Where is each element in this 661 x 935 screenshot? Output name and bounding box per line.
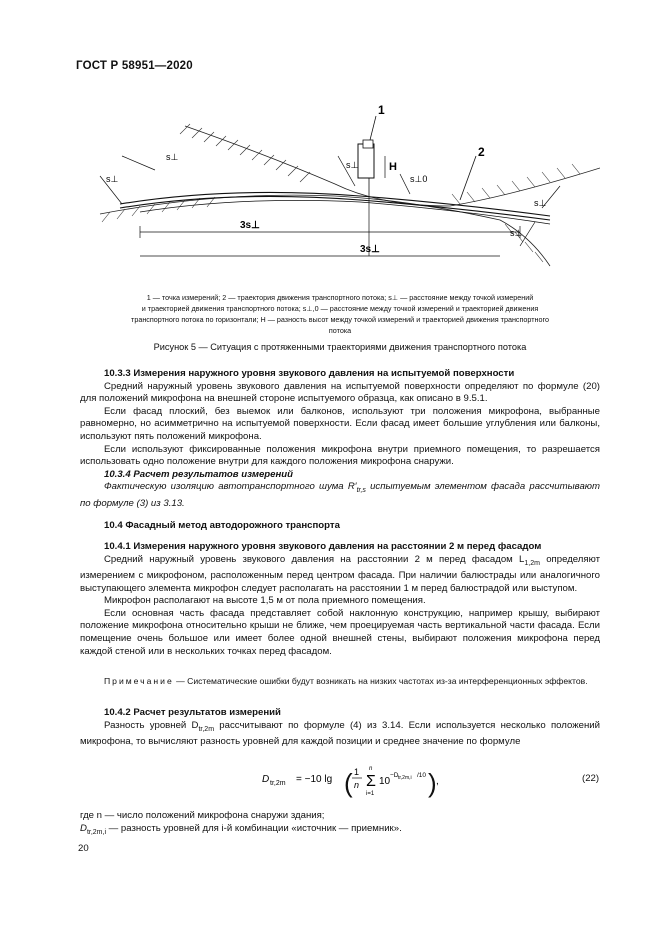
svg-text:): ) [428,768,437,798]
svg-text:−D: −D [390,772,399,779]
svg-text:10: 10 [379,776,391,787]
heading-10-3-3: 10.3.3 Измерения наружного уровня звукового давления на испытуемой поверхности [104,368,515,379]
formula-number: (22) [582,773,600,784]
paragraph: Фактическую изоляцию автотранспортного шума $R'_{tr,s}$ испытуемым элементом фасада рассчитывают по формуле (3) из 3.13. [80,481,600,509]
figure-caption: Рисунок 5 — Ситуация с протяженными траекториями движения транспортного потока [153,342,527,352]
paragraph: Если фасад плоский, без выемок или балконов, используют три положения микрофона, выбранные равномерно, но асимметрично на испытуемой поверхности. Если фасад имеет большие углубления или балконы, используют пять положений микрофона. [80,405,600,442]
paragraph: Если основная часть фасада представляет собой наклонную конструкцию, например крышу, выбирают положение микрофона относительно крыши не ближе, чем проецируемая часть вертикальной части фасада. Если помещение очень большое или имеет более одной внешней стены, выбирают положения микрофона перед каждой стеной или в нескольких точках перед фасадом. [80,607,600,657]
label-3s1-left: 3s⊥ [240,220,260,231]
svg-text:Σ: Σ [366,773,376,790]
where-d: $D_{tr,2m,i}$ — разность уровней для i-й комбинации «источник — приемник». [80,822,402,836]
label-s1-left2: s⊥ [166,152,179,162]
heading-10-4: 10.4 Фасадный метод автодорожного транспорта [104,520,340,531]
svg-text:1: 1 [354,767,360,777]
svg-text:,: , [436,776,439,787]
figure-5-diagram [80,96,600,286]
heading-10-4-2: 10.4.2 Расчет результатов измерений [104,707,281,718]
formula-lhs: D [262,774,270,785]
formula-rhs: = −10 lg [296,774,333,785]
label-s1-right: s⊥ [534,198,547,208]
paragraph: Микрофон располагают на высоте 1,5 м от пола приемного помещения. [104,595,426,607]
figure-legend-line2: и траекторией движения транспортного потока; s⊥,0 — расстояние между точкой измерений и траекторией движения [141,304,539,313]
heading-10-4-1: 10.4.1 Измерения наружного уровня звукового давления на расстоянии 2 м перед фасадом [104,541,542,552]
label-h: H [389,161,397,173]
svg-text:(: ( [344,768,353,798]
paragraph: Разность уровней $D_{tr,2m}$ рассчитывают по формуле (4) из 3.14. Если используется несколько положений микрофона, то вычисляют разность уровней для каждой позиции и среднее значение по формуле [80,719,600,748]
note: Примечание — Систематические ошибки будут возникать на низких частотах из-за интерференционных эффектов. [104,676,588,686]
svg-text:n: n [354,780,360,790]
formula-22 [262,760,442,800]
paragraph: Средний наружный уровень звукового давления на расстоянии 2 м перед фасадом $L_{1,2m}$ определяют измерением с микрофоном, расположенным перед центром фасада. При наличии балюстрады или аналогичного выступающего элемента микрофон следует располагать на расстоянии 1 м перед балюстрадой или выступом. [80,553,600,594]
label-s1-left: s⊥ [106,174,119,184]
heading-10-3-4: 10.3.4 Расчет результатов измерений [104,468,294,480]
figure-legend-line4: потока [328,326,352,335]
svg-text:/10: /10 [417,772,427,779]
label-trajectory: 2 [478,145,485,159]
page-number: 20 [78,843,89,854]
label-s10: s⊥0 [410,174,428,184]
paragraph: Средний наружный уровень звукового давления на испытуемой поверхности определяют по формуле (20) для положений микрофона на внешней стороне испытуемого образца, как описано в 9.5.1. [80,380,600,405]
label-mic: 1 [378,103,385,117]
standard-header: ГОСТ Р 58951—2020 [76,60,193,72]
formula-lhs-sub: tr,2m [270,780,286,787]
figure-legend-line3: транспортного потока по горизонтали; H — разность высот между точкой измерений и траекторией движения транспортного [131,315,549,324]
svg-text:n: n [369,766,373,772]
label-s1-right2: s⊥ [510,228,523,238]
where-n: где n — число положений микрофона снаружи здания; [80,810,325,821]
svg-text:tr,2m,i: tr,2m,i [398,775,412,781]
label-3s1-right: 3s⊥ [360,244,380,255]
paragraph: Если используют фиксированные положения микрофона внутри приемного помещения, то разрешается использовать одно положение внутри для каждого положения микрофона снаружи. [80,443,600,468]
svg-text:i=1: i=1 [366,791,375,797]
label-s1-mid: s⊥ [346,160,359,170]
figure-legend-line1: 1 — точка измерений; 2 — траектория движения транспортного потока; s⊥ — расстояние между точкой измерений [146,293,534,302]
